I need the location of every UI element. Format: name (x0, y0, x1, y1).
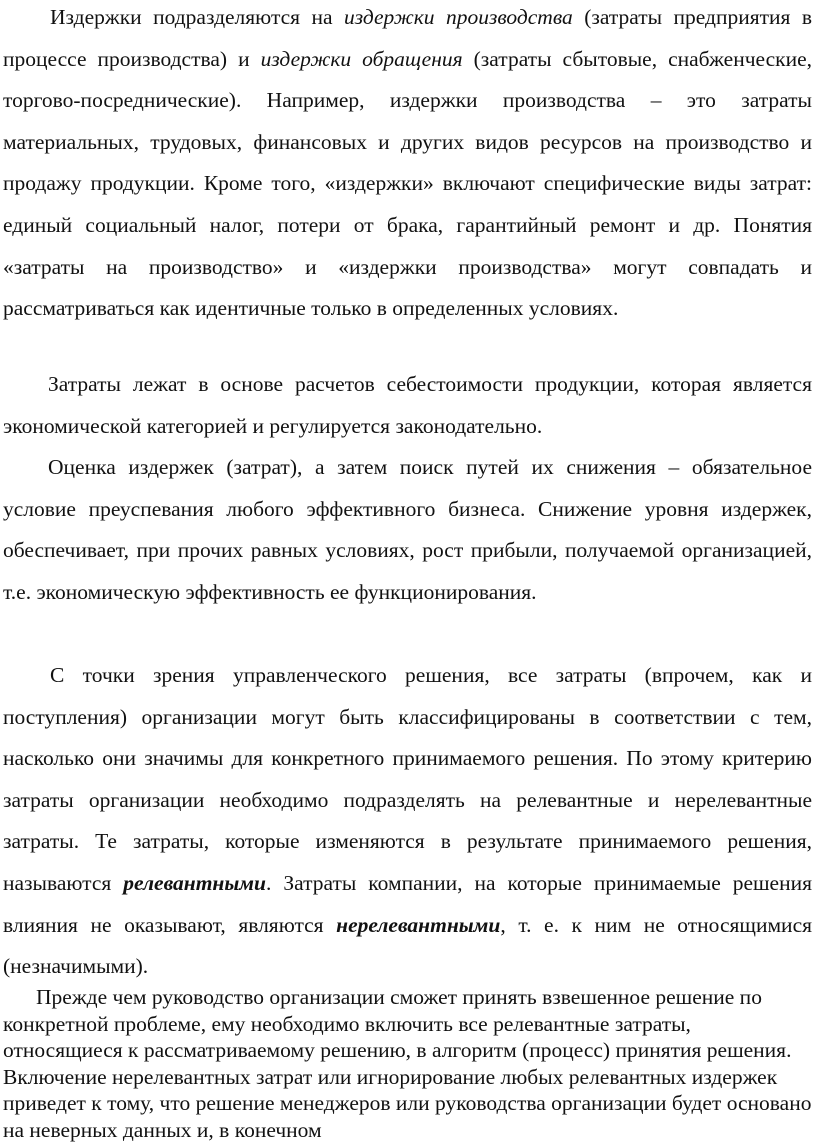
paragraph-cost-types (0, 0, 816, 330)
paragraph-text: (затраты сбытовые, снабженческие, торгово-посреднические). Например, издержки производства – это затраты материальных, трудовых, финансовых и других видов ресурсов на производство и продажу продукции. Кроме того, «издержки» включают специфические виды затрат: единый социальный налог, потери от брака, гарантийный ремонт и др. Понятия «затраты на производство» и «издержки производства» могут совпадать и рассматриваться как идентичные только в определенных условиях. (3, 46, 812, 321)
paragraph-text: . Затраты компании, на которые принимаемые решения влияния не оказывают, являются (3, 870, 812, 937)
term-relevant: релевантными (123, 870, 266, 895)
paragraph-text: С точки зрения управленческого решения, все затраты (впрочем, как и поступления) организации могут быть классифицированы в соответствии с тем, насколько они значимы для конкретного принимаемого решения. По этому критерию затраты организации необходимо подразделять на релевантные и нерелевантные затраты. Те затраты, которые изменяются в результате принимаемого решения, называются (3, 663, 812, 895)
emphasis-production-costs: издержки производства (343, 5, 573, 29)
paragraph-relevant-costs (0, 655, 816, 988)
paragraph-cost-evaluation: Оценка издержек (затрат), а затем поиск путей их снижения – обязательное условие преуспевания любого эффективного бизнеса. Снижение уровня издержек, обеспечивает, при прочих равных условиях, рост прибыли, получаемой организацией, т.е. экономическую эффективность ее функционирования. (3, 455, 812, 604)
paragraph-decision-process: Прежде чем руководство организации сможет принять взвешенное решение по конкретной проблеме, ему необходимо включить все релевантные затраты, относящиеся к рассматриваемому решению, в алгоритм (процесс) принятия решения. Включение нерелевантных затрат или игнорирование любых релевантных издержек приведет к тому, что решение менеджеров или руководства организации будет основано на неверных данных и, в конечном (3, 985, 812, 1142)
paragraph-text: (затраты предприятия в процессе производства) и (3, 5, 812, 71)
paragraph-cost-basis: Затраты лежат в основе расчетов себестоимости продукции, которая является экономической категорией и регулируется законодательно. (3, 372, 812, 438)
term-irrelevant: нерелевантными (336, 912, 501, 937)
paragraph-text: Издержки подразделяются на (50, 5, 344, 29)
paragraph-text: , т. е. к ним не относящимися (незначимыми). (3, 912, 812, 979)
emphasis-circulation-costs: издержки обращения (260, 46, 463, 71)
